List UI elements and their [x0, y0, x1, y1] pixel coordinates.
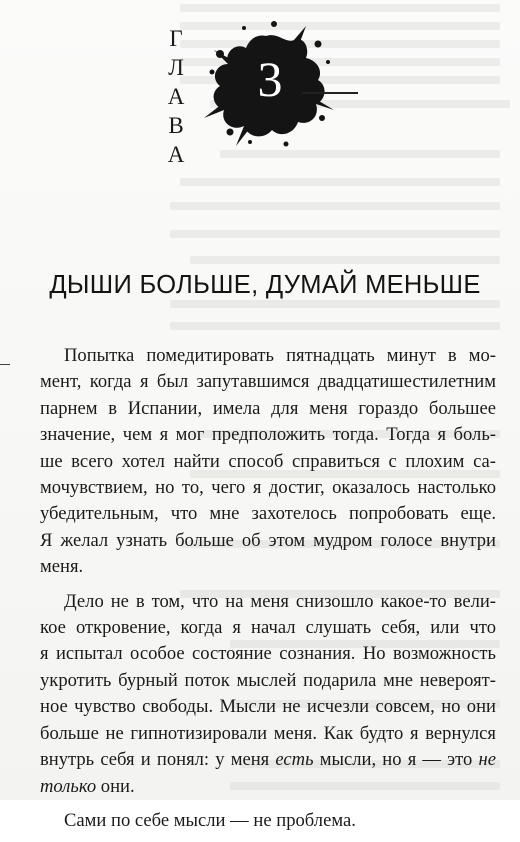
chapter-body [40, 343, 496, 842]
paragraph-2 [40, 589, 496, 800]
paragraph-3 [40, 808, 496, 834]
chapter-number: 3 [257, 51, 283, 107]
chapter-letter: Г [169, 26, 183, 51]
chapter-letter: Л [168, 55, 184, 80]
text-line: меня. [40, 556, 84, 578]
show-through-line [190, 256, 500, 264]
text-line: мент, когда я был запутавшимся двадцатишестилетним [40, 371, 496, 393]
text-line: больше не гипнотизировали меня. Как будто я вернулся [40, 722, 496, 744]
emphasis-text: не [478, 749, 496, 771]
chapter-letter: А [167, 142, 185, 167]
emphasis-text: есть [275, 749, 314, 771]
text-line: Я желал узнать больше об этом мудром голосе внутри [40, 529, 496, 551]
text-run: мысли, но я — это [313, 749, 479, 771]
text-line: укротить бурный поток мыслей подарила мне невероят- [40, 669, 496, 691]
chapter-rule [302, 92, 358, 94]
text-line: парнем в Испании, имела для меня гораздо большее [40, 397, 496, 419]
text-line: убедительным, что мне захотелось попробовать еще. [40, 503, 496, 525]
show-through-line [180, 178, 500, 186]
text-line [40, 774, 496, 800]
show-through-line [170, 322, 500, 330]
chapter-title: ДЫШИ БОЛЬШЕ, ДУМАЙ МЕНЬШЕ [49, 271, 481, 299]
text-line: ное чувство свободы. Мысли не исчезли совсем, но они [40, 696, 496, 718]
text-line: ше всего хотел найти способ справиться с плохим са- [40, 450, 496, 472]
show-through-line [170, 230, 500, 238]
paragraph-1 [40, 343, 496, 581]
text-line: Сами по себе мысли — не проблема. [64, 809, 356, 831]
chapter-letter: В [168, 113, 184, 138]
text-line: кое откровение, когда я начал слушать себя, или что [40, 617, 496, 639]
text-line: мочувствием, но то, чего я достиг, оказалось настолько [40, 477, 496, 499]
emphasis-text: только [40, 775, 97, 797]
text-line: Попытка помедитировать пятнадцать минут в мо- [64, 345, 496, 366]
margin-mark [0, 364, 10, 365]
text-run: внутрь себя и понял: у меня [40, 749, 276, 771]
chapter-letter: А [167, 84, 185, 109]
show-through-line [180, 4, 500, 12]
chapter-word [163, 24, 189, 169]
text-line: Дело не в том, что на меня снизошло какое-то вели- [64, 590, 496, 612]
show-through-line [170, 202, 500, 210]
text-run: они. [96, 775, 135, 797]
text-line: я испытал особое состояние сознания. Но возможность [40, 643, 496, 665]
text-line [40, 747, 496, 773]
text-line: значение, чем я мог предположить тогда. Тогда я боль- [40, 424, 496, 446]
